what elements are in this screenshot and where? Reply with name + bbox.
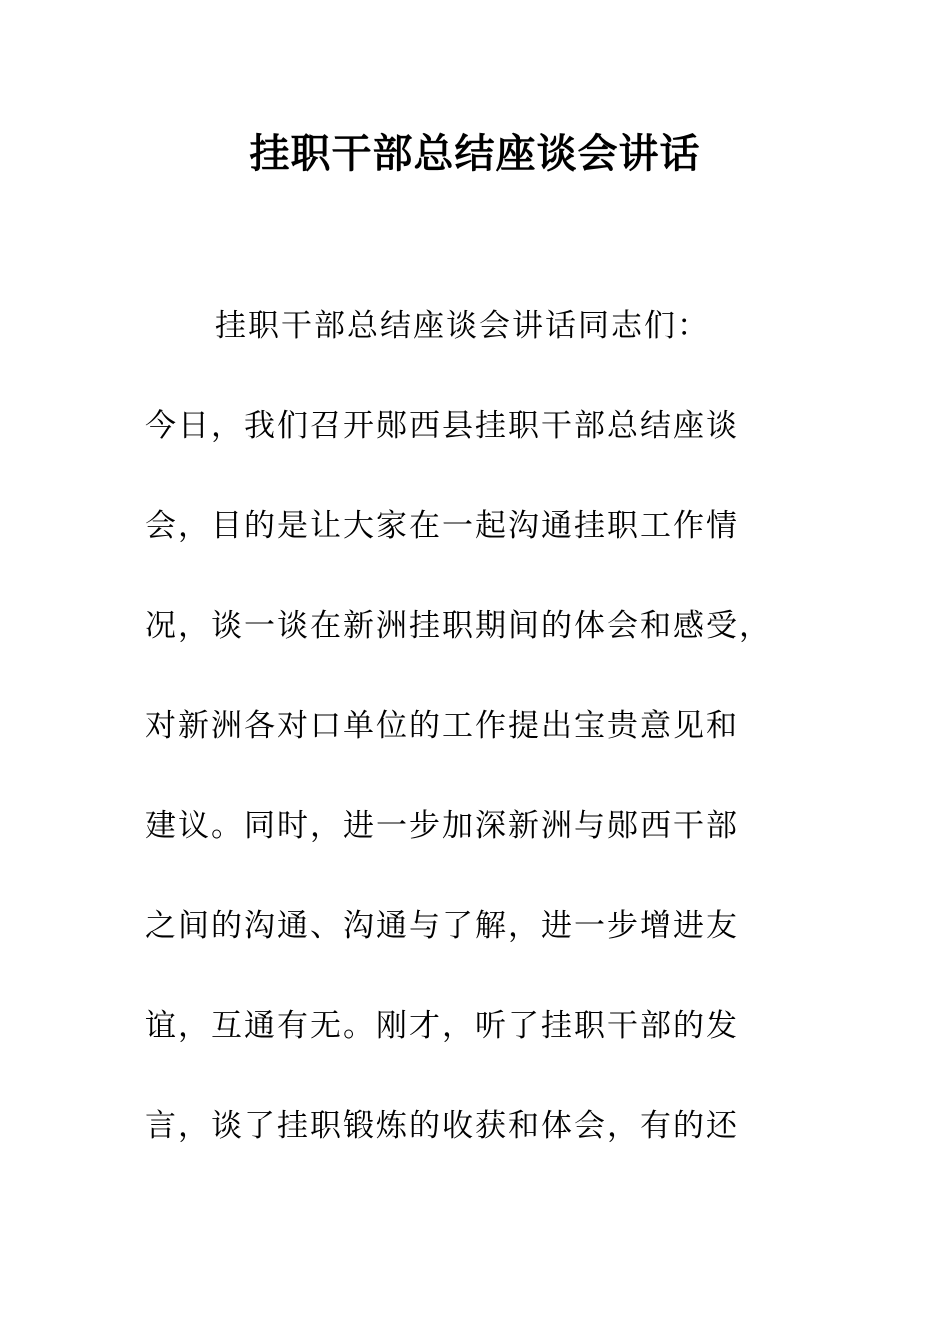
paragraph-line: 之间的沟通、沟通与了解，进一步增进友 — [145, 908, 739, 944]
paragraph-line: 会，目的是让大家在一起沟通挂职工作情 — [145, 508, 739, 544]
paragraph-line: 言，谈了挂职锻炼的收获和体会，有的还 — [145, 1108, 739, 1144]
document-title: 挂职干部总结座谈会讲话 — [249, 130, 701, 177]
paragraph-line: 建议。同时，进一步加深新洲与郧西干部 — [145, 808, 739, 844]
paragraph-line: 对新洲各对口单位的工作提出宝贵意见和 — [145, 708, 739, 744]
paragraph-line: 谊，互通有无。刚才，听了挂职干部的发 — [145, 1008, 739, 1044]
paragraph-line: 挂职干部总结座谈会讲话同志们： — [215, 308, 710, 344]
paragraph-line: 今日，我们召开郧西县挂职干部总结座谈 — [145, 408, 739, 444]
paragraph-line: 况，谈一谈在新洲挂职期间的体会和感受， — [145, 608, 772, 644]
